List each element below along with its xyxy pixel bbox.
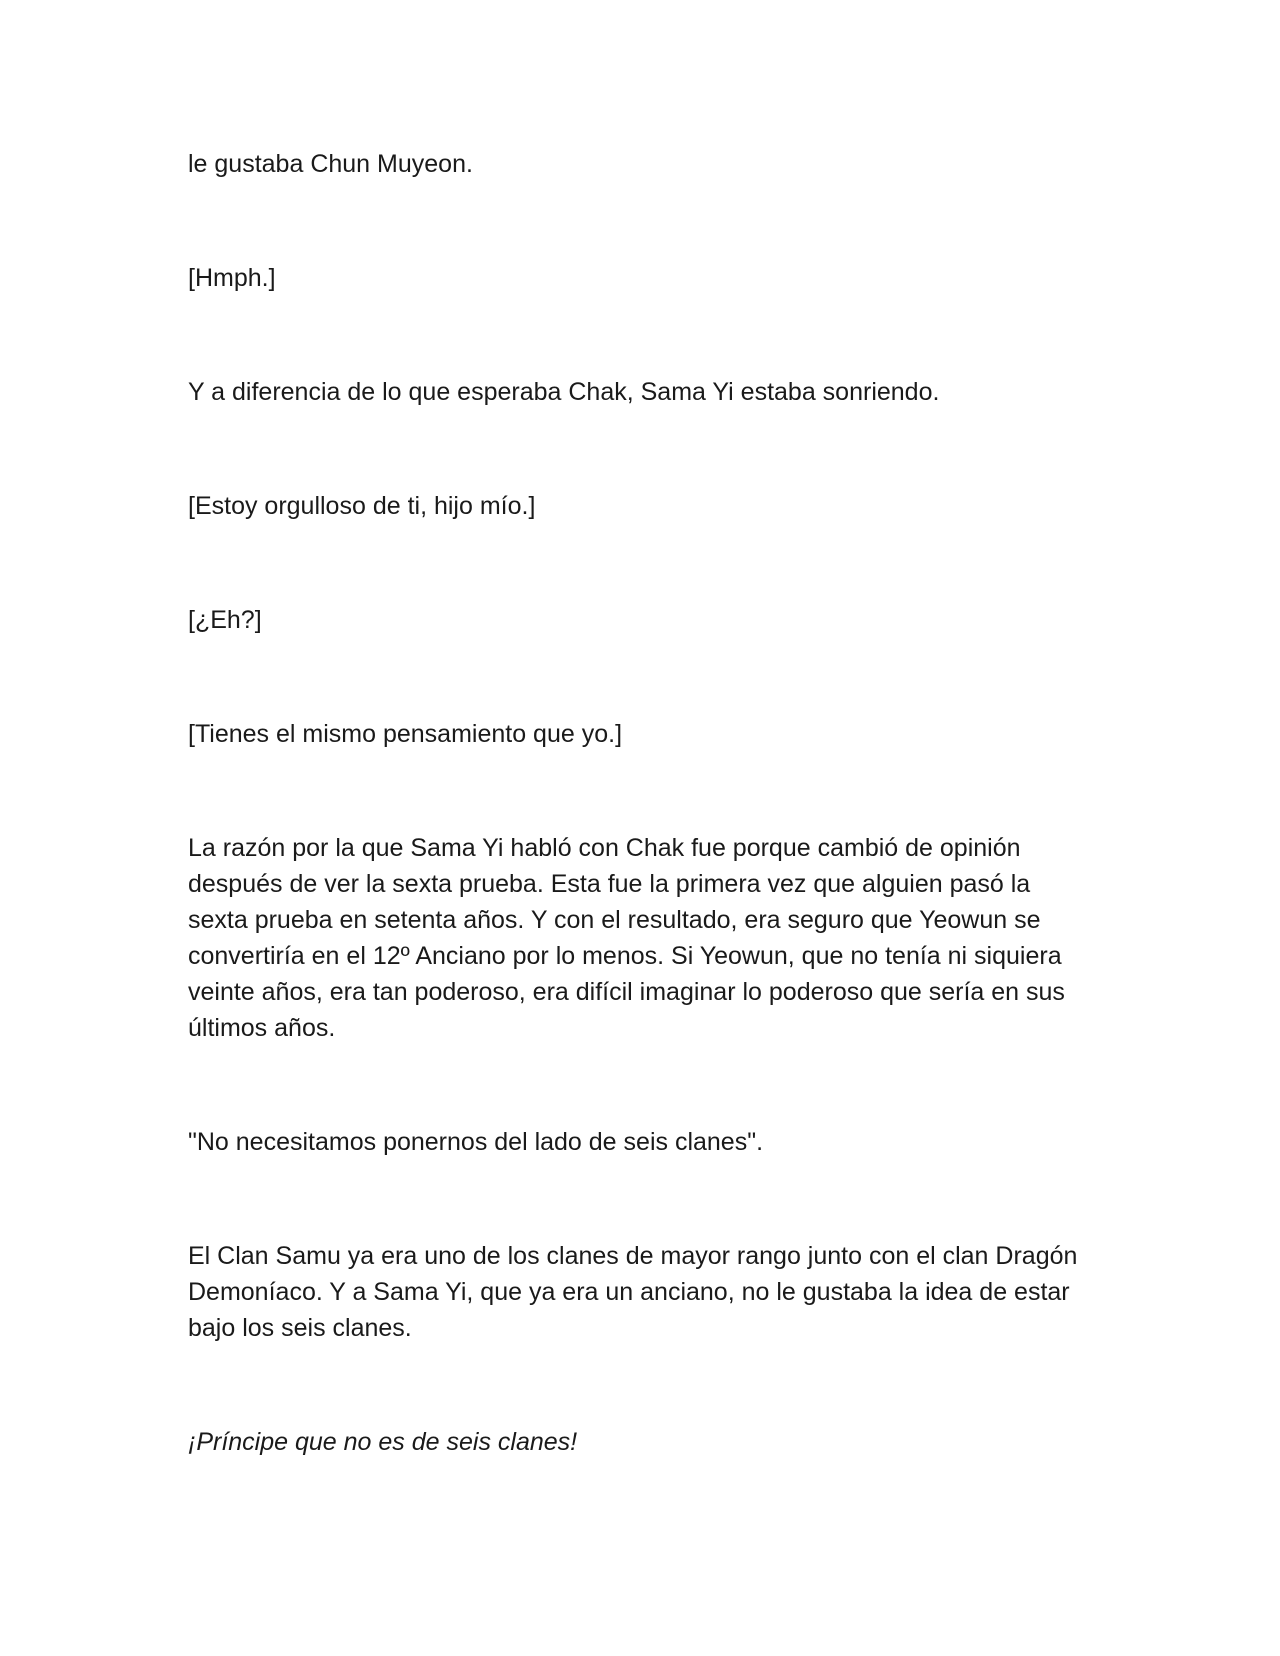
paragraph: [Estoy orgulloso de ti, hijo mío.] <box>188 492 536 520</box>
paragraph: El Clan Samu ya era uno de los clanes de mayor rango junto con el clan Dragón Demoníaco. Y a Sama Yi, que ya era un anciano, no le gustaba la idea de estar bajo los seis clanes. <box>188 1242 1078 1342</box>
paragraph: [Hmph.] <box>188 264 276 292</box>
paragraph: [¿Eh?] <box>188 606 262 634</box>
paragraph: le gustaba Chun Muyeon. <box>188 150 473 178</box>
paragraph: La razón por la que Sama Yi habló con Chak fue porque cambió de opinión después de ver la sexta prueba. Esta fue la primera vez que alguien pasó la sexta prueba en setenta años. Y con el resultado, era seguro que Yeowun se convertiría en el 12º Anciano por lo menos. Si Yeowun, que no tenía ni siquiera veinte años, era tan poderoso, era difícil imaginar lo poderoso que sería en sus últimos años. <box>188 834 1065 1042</box>
paragraph: "No necesitamos ponernos del lado de seis clanes". <box>188 1128 764 1156</box>
paragraph-italic: ¡Príncipe que no es de seis clanes! <box>188 1428 578 1456</box>
paragraph: [Tienes el mismo pensamiento que yo.] <box>188 720 623 748</box>
document-body <box>188 146 1088 1538</box>
paragraph: Y a diferencia de lo que esperaba Chak, Sama Yi estaba sonriendo. <box>188 378 940 406</box>
